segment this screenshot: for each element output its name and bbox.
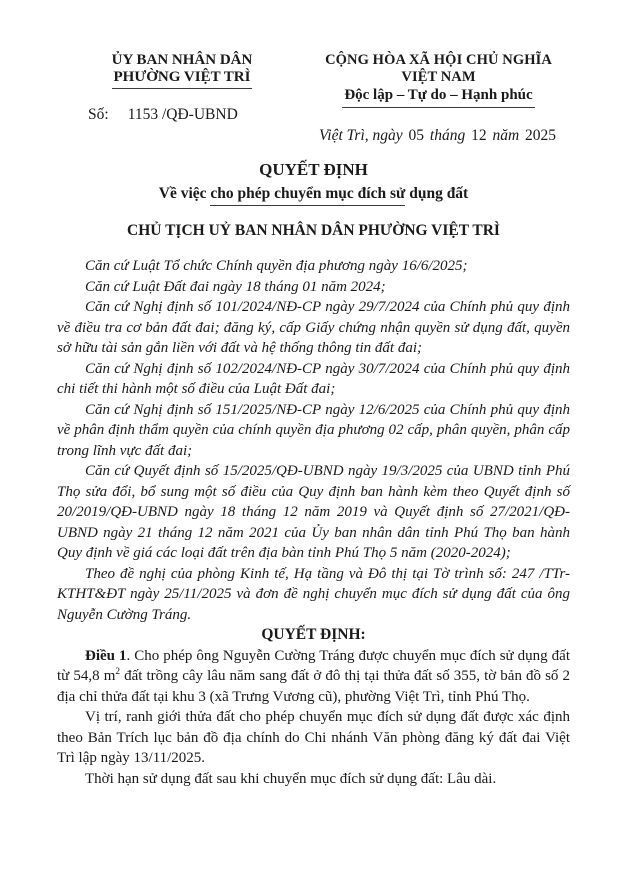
land-use-duration-paragraph: Thời hạn sử dụng đất sau khi chuyển mục đích sử dụng đất: Lâu dài. — [85, 770, 497, 787]
preamble-paragraph: Căn cứ Quyết định số 15/2025/QĐ-UBND ngày 19/3/2025 của UBND tỉnh Phú Thọ sửa đổi, bổ sung một số điều của Quy định ban hành kèm theo Quyết định số 20/2019/QĐ-UBND ngày 18 tháng 12 năm 2019 và Quyết định số 27/2021/QĐ-UBND ngày 21 tháng 12 năm 2021 của Ủy ban nhân dân tỉnh Phú Thọ ban hành Quy định về giá các loại đất trên địa bàn tỉnh Phú Thọ 5 năm (2020-2024); — [57, 463, 570, 561]
national-motto — [307, 86, 570, 108]
issuing-authority-block — [57, 52, 307, 145]
preamble-paragraph: Căn cứ Nghị định số 102/2024/NĐ-CP ngày 30/7/2024 của Chính phủ quy định chi tiết thi hành một số điều của Luật Đất đai; — [57, 360, 570, 397]
subtitle-prefix: Về việc — [158, 185, 211, 202]
date-word-thang: tháng — [429, 127, 466, 144]
deciding-authority-line: CHỦ TỊCH UỶ BAN NHÂN DÂN PHƯỜNG VIỆT TRÌ — [127, 222, 500, 239]
issuing-authority-ward — [57, 69, 307, 89]
place-date-line — [307, 127, 570, 145]
article-1-label: Điều 1 — [85, 647, 127, 664]
location-boundary-paragraph: Vị trí, ranh giới thửa đất cho phép chuyển mục đích sử dụng đất được xác định theo Bản Trích lục bản đồ địa chính do Chi nhánh Văn phòng đăng ký đất đai Việt Trì lập ngày 13/11/2025. — [57, 709, 570, 766]
preamble-paragraph: Theo đề nghị của phòng Kinh tế, Hạ tầng và Đô thị tại Tờ trình số: 247 /TTr-KTHT&ĐT ngày 25/11/2025 và đơn đề nghị chuyển mục đích sử dụng đất của ông Nguyễn Cường Tráng. — [57, 565, 570, 623]
subtitle-suffix: dụng đất — [405, 185, 469, 202]
national-motto-underline: Độc lập – Tự do – Hạnh phúc — [342, 86, 534, 108]
document-header — [57, 52, 570, 145]
date-word-nam: năm — [492, 127, 520, 144]
date-month: 12 — [471, 127, 487, 144]
issuing-authority-underline: PHƯỜNG VIỆT TRÌ — [112, 69, 253, 89]
date-day: 05 — [408, 127, 425, 144]
national-title: CỘNG HÒA XÃ HỘI CHỦ NGHĨA VIỆT NAM — [325, 52, 552, 85]
preamble-paragraph: Căn cứ Nghị định số 151/2025/NĐ-CP ngày 12/6/2025 của Chính phủ quy định về phân định thẩm quyền của chính quyền địa phương 02 cấp, phân quyền, phân cấp trong lĩnh vực đất đai; — [57, 401, 570, 459]
national-motto-block — [307, 52, 570, 145]
square-meter-superscript: 2 — [115, 667, 121, 677]
preamble-paragraph: Căn cứ Nghị định số 101/2024/NĐ-CP ngày 29/7/2024 của Chính phủ quy định về điều tra cơ bản đất đai; đăng ký, cấp Giấy chứng nhận quyền sử dụng đất, quyền sở hữu tài sản gắn liền với đất và hệ thống thông tin đất đai; — [57, 299, 570, 356]
document-body — [57, 256, 570, 789]
document-number-value: 1153 /QĐ-UBND — [127, 106, 238, 123]
decision-section — [57, 625, 570, 789]
document-number-line — [57, 106, 307, 124]
article-1-text-after-sup: đất trồng cây lâu năm sang đất ở đô thị tại thửa đất số 355, tờ bản đồ số 2 địa chỉ thửa đất tại khu 3 (xã Trưng Vương cũ), phường Việt Trì, tỉnh Phú Thọ. — [57, 668, 571, 705]
subtitle-underlined-part: cho phép chuyển mục đích sử — [210, 185, 405, 206]
preamble-paragraph: Căn cứ Luật Tổ chức Chính quyền địa phương ngày 16/6/2025; — [85, 258, 468, 274]
preamble-paragraph: Căn cứ Luật Đất đai ngày 18 tháng 01 năm 2024; — [85, 278, 386, 295]
preamble-section — [57, 256, 570, 625]
document-number-label: Số: — [88, 106, 109, 123]
issuing-authority-name: ỦY BAN NHÂN DÂN — [111, 52, 253, 68]
date-year: 2025 — [525, 127, 557, 144]
article-1-text-before-sup: . Cho phép ông Nguyễn Cường Tráng được chuyển mục đích sử dụng đất từ 54,8 m — [57, 647, 571, 684]
document-title: QUYẾT ĐỊNH — [259, 160, 368, 179]
document-subtitle — [57, 183, 570, 204]
decision-heading: QUYẾT ĐỊNH: — [261, 626, 366, 643]
article-1-paragraph — [57, 646, 570, 708]
date-place: Việt Trì, ngày — [318, 127, 403, 144]
